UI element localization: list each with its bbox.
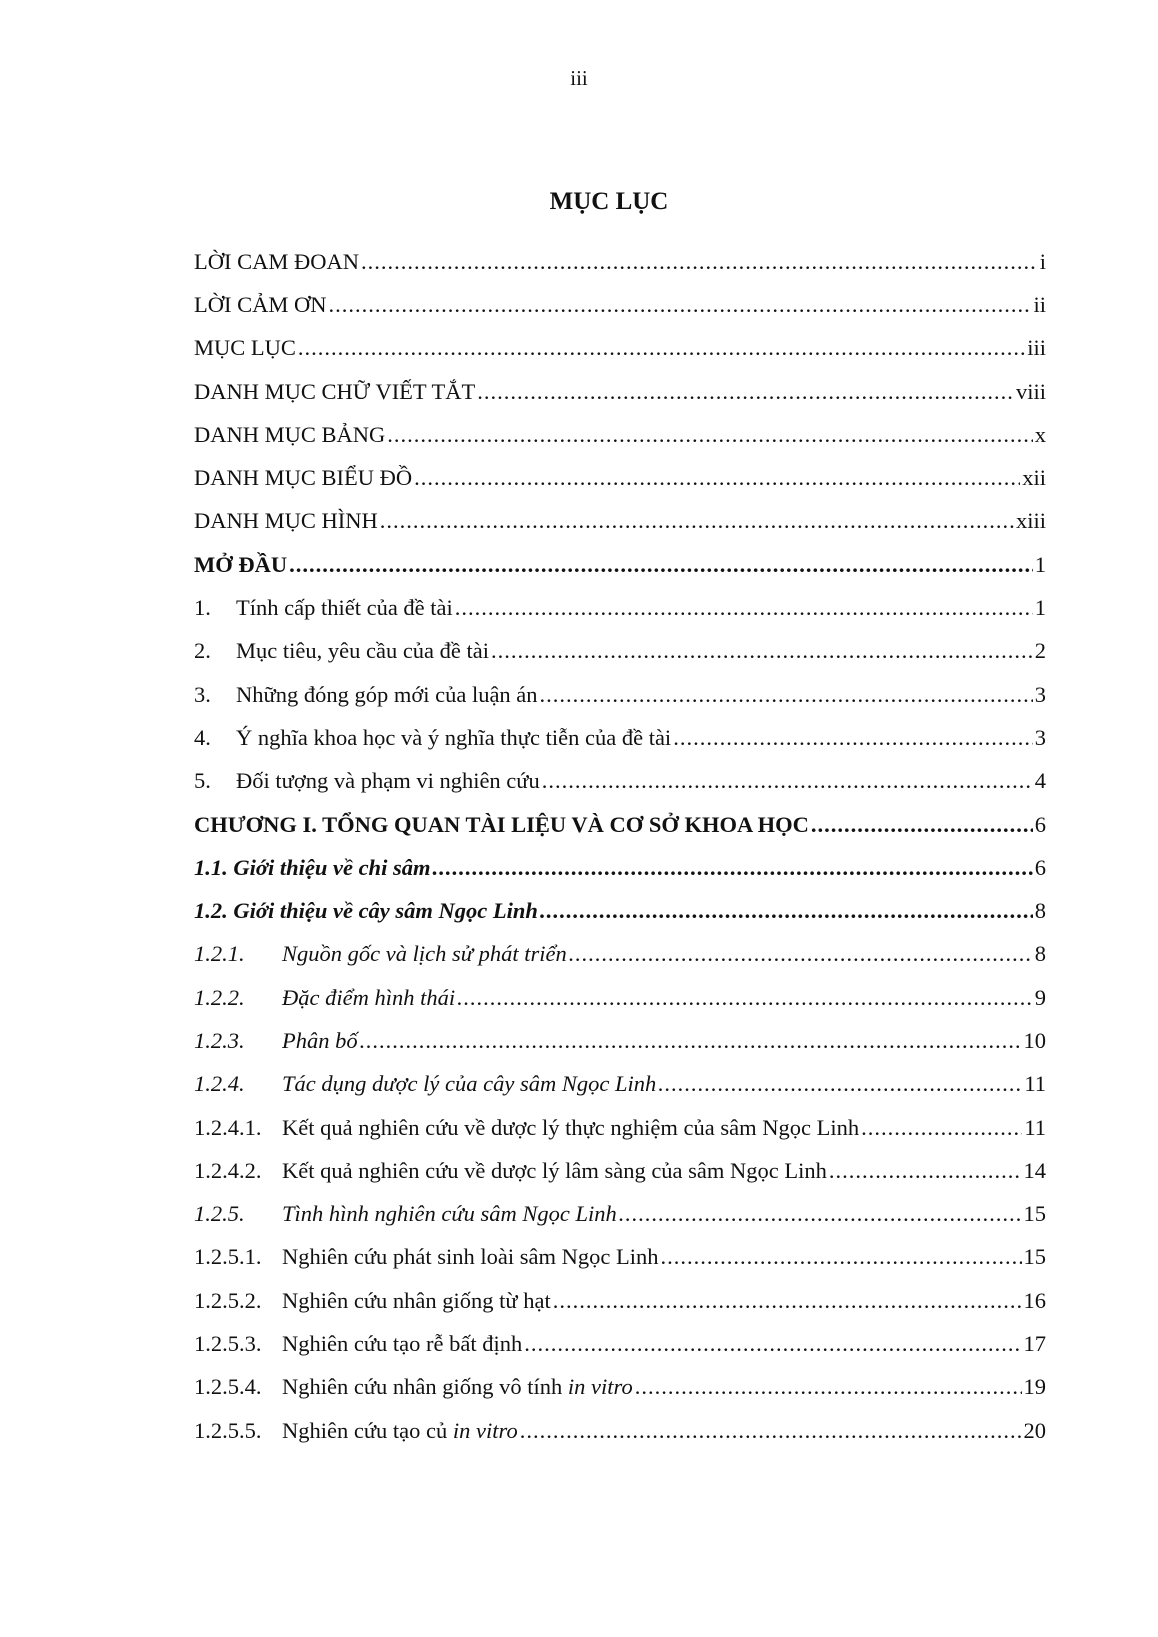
toc-entry-page: 10 xyxy=(1023,1027,1046,1053)
toc-entry-number: 1.2.5.1. xyxy=(194,1244,262,1270)
toc-leader-dots xyxy=(861,1115,1022,1141)
toc-entry-title: DANH MỤC HÌNH xyxy=(194,508,378,534)
toc-entry-title: MỞ ĐẦU xyxy=(194,551,288,577)
toc-entry-title: Tính cấp thiết của đề tài xyxy=(236,595,453,621)
toc-entry-page: 8 xyxy=(1034,941,1046,967)
toc-leader-dots xyxy=(673,725,1033,751)
toc-leader-dots xyxy=(619,1201,1022,1227)
toc-leader-dots xyxy=(542,768,1033,794)
toc-entry-page: 20 xyxy=(1023,1417,1046,1443)
toc-entry-title: LỜI CẢM ƠN xyxy=(194,291,327,317)
toc-entry-page: 11 xyxy=(1024,1114,1046,1140)
toc-leader-dots xyxy=(457,985,1033,1011)
toc-entry xyxy=(194,1279,1046,1322)
toc-entry xyxy=(194,1193,1046,1236)
toc-entry-number: 1.2.5. xyxy=(194,1201,245,1227)
toc-entry-title-italic: in vitro xyxy=(452,1417,518,1443)
toc-entry xyxy=(194,543,1046,586)
toc-leader-dots xyxy=(289,552,1033,578)
toc-entry-title-italic: in vitro xyxy=(567,1374,633,1400)
toc-entry-page: viii xyxy=(1015,378,1046,404)
toc-entry-page: iii xyxy=(1027,335,1046,361)
toc-leader-dots xyxy=(477,379,1014,405)
toc-leader-dots xyxy=(491,638,1033,664)
toc-entry-title: Nghiên cứu nhân giống từ hạt xyxy=(282,1287,551,1313)
toc-entry-page: 3 xyxy=(1034,681,1046,707)
toc-leader-dots xyxy=(540,682,1033,708)
toc-entry-title: Đặc điểm hình thái xyxy=(282,984,456,1010)
toc-entry-title: Nghiên cứu nhân giống vô tính in vitro xyxy=(282,1374,633,1400)
toc-entry-title: Nghiên cứu phát sinh loài sâm Ngọc Linh xyxy=(282,1244,659,1270)
toc-entry-page: 6 xyxy=(1034,854,1046,880)
toc-entry-number: 4. xyxy=(194,724,211,750)
toc-entry xyxy=(194,327,1046,370)
toc-entry xyxy=(194,500,1046,543)
toc-entry-number: 1.2.2. xyxy=(194,984,245,1010)
toc-entry-title: 1.2. Giới thiệu về cây sâm Ngọc Linh xyxy=(194,898,538,924)
toc-leader-dots xyxy=(520,1418,1022,1444)
toc-leader-dots xyxy=(553,1288,1022,1314)
toc-entry-number: 1.2.5.5. xyxy=(194,1417,262,1443)
toc-leader-dots xyxy=(360,1028,1022,1054)
toc-entry xyxy=(194,413,1046,456)
toc-entry-number: 5. xyxy=(194,768,211,794)
toc-entry-page: 15 xyxy=(1023,1201,1046,1227)
toc-entry-number: 1.2.5.2. xyxy=(194,1287,262,1313)
toc-entry-page: 19 xyxy=(1023,1374,1046,1400)
toc-entry xyxy=(194,456,1046,499)
toc-leader-dots xyxy=(635,1374,1022,1400)
toc-entry-title: DANH MỤC CHỮ VIẾT TẮT xyxy=(194,378,476,404)
toc-leader-dots xyxy=(829,1158,1022,1184)
toc-entry-number: 1. xyxy=(194,595,211,621)
toc-entry-title: Nghiên cứu tạo rễ bất định xyxy=(282,1331,523,1357)
toc-entry-number: 2. xyxy=(194,638,211,664)
toc-entry-page: 3 xyxy=(1034,724,1046,750)
toc-entry xyxy=(194,630,1046,673)
toc-leader-dots xyxy=(361,249,1038,275)
toc-entry-title: Mục tiêu, yêu cầu của đề tài xyxy=(236,638,490,664)
toc-entry-title: CHƯƠNG I. TỔNG QUAN TÀI LIỆU VÀ CƠ SỞ KHOA HỌC xyxy=(194,811,809,837)
toc-entry xyxy=(194,1063,1046,1106)
toc-entry xyxy=(194,1366,1046,1409)
toc-entry-page: 11 xyxy=(1024,1071,1046,1097)
toc-entry xyxy=(194,673,1046,716)
toc-entry-title: Nguồn gốc và lịch sử phát triển xyxy=(282,941,567,967)
toc-entry xyxy=(194,370,1046,413)
toc-entry xyxy=(194,1322,1046,1365)
toc-entry-number: 3. xyxy=(194,681,211,707)
toc-entry xyxy=(194,283,1046,326)
toc-entry-title: MỤC LỤC xyxy=(194,335,296,361)
toc-entry-title: Phân bố xyxy=(282,1027,358,1053)
toc-leader-dots xyxy=(661,1244,1022,1270)
toc-entry-title: Kết quả nghiên cứu về dược lý thực nghiệm của sâm Ngọc Linh xyxy=(282,1114,860,1140)
toc-entry-page: 9 xyxy=(1034,984,1046,1010)
toc-leader-dots xyxy=(298,335,1025,361)
toc-entry xyxy=(194,1236,1046,1279)
toc-entry-number: 1.2.1. xyxy=(194,941,245,967)
toc-entry-number: 1.2.4.1. xyxy=(194,1114,262,1140)
toc-entry xyxy=(194,1106,1046,1149)
toc-leader-dots xyxy=(569,941,1033,967)
toc-entry-page: 17 xyxy=(1023,1331,1046,1357)
toc-leader-dots xyxy=(387,422,1032,448)
toc-leader-dots xyxy=(329,292,1032,318)
toc-entry-title: DANH MỤC BIỂU ĐỒ xyxy=(194,465,413,491)
toc-entry-title: DANH MỤC BẢNG xyxy=(194,421,386,447)
toc-entry xyxy=(194,846,1046,889)
toc-entry-page: i xyxy=(1039,248,1046,274)
toc-entry xyxy=(194,1149,1046,1192)
page-number: iii xyxy=(570,66,588,90)
toc-entry-page: 1 xyxy=(1034,551,1046,577)
toc-leader-dots xyxy=(455,595,1033,621)
toc-entry-number: 1.2.3. xyxy=(194,1027,245,1053)
toc-leader-dots xyxy=(414,465,1020,491)
toc-entry-page: 4 xyxy=(1034,768,1046,794)
toc-entry-page: x xyxy=(1034,421,1046,447)
toc-entry xyxy=(194,933,1046,976)
toc-entry-title: Ý nghĩa khoa học và ý nghĩa thực tiễn của đề tài xyxy=(236,724,672,750)
toc-leader-dots xyxy=(432,855,1032,881)
toc-entry-page: xiii xyxy=(1015,508,1046,534)
toc-entry-page: 14 xyxy=(1023,1157,1046,1183)
toc-entry-title: Tác dụng dược lý của cây sâm Ngọc Linh xyxy=(282,1071,657,1097)
toc-entry xyxy=(194,240,1046,283)
toc-entry-page: 15 xyxy=(1023,1244,1046,1270)
toc-entry-number: 1.2.4. xyxy=(194,1071,245,1097)
toc-entry-title: 1.1. Giới thiệu về chi sâm xyxy=(194,854,431,880)
toc-entry-number: 1.2.4.2. xyxy=(194,1157,262,1183)
toc-entry-page: ii xyxy=(1033,291,1046,317)
toc-entry xyxy=(194,586,1046,629)
toc-leader-dots xyxy=(524,1331,1021,1357)
toc-leader-dots xyxy=(380,508,1014,534)
toc-entry xyxy=(194,1409,1046,1452)
toc-entry xyxy=(194,803,1046,846)
toc-entry xyxy=(194,889,1046,932)
toc-leader-dots xyxy=(658,1071,1022,1097)
toc-entry-number: 1.2.5.3. xyxy=(194,1331,262,1357)
toc-entry-title: LỜI CAM ĐOAN xyxy=(194,248,359,274)
toc-entry xyxy=(194,976,1046,1019)
toc-leader-dots xyxy=(811,812,1033,838)
toc-entry-page: 16 xyxy=(1023,1287,1046,1313)
toc-entry-page: 6 xyxy=(1034,811,1046,837)
toc-entry-title: Kết quả nghiên cứu về dược lý lâm sàng của sâm Ngọc Linh xyxy=(282,1157,827,1183)
page-title: MỤC LỤC xyxy=(549,188,669,215)
toc-entry xyxy=(194,1019,1046,1062)
toc-entry xyxy=(194,716,1046,759)
toc-entry-title: Những đóng góp mới của luận án xyxy=(236,681,538,707)
toc-entry-number: 1.2.5.4. xyxy=(194,1374,262,1400)
toc-entry-page: 1 xyxy=(1034,595,1046,621)
toc-entry xyxy=(194,760,1046,803)
toc-leader-dots xyxy=(540,898,1033,924)
toc-entry-page: 8 xyxy=(1034,898,1046,924)
toc-entry-title: Tình hình nghiên cứu sâm Ngọc Linh xyxy=(282,1201,617,1227)
table-of-contents xyxy=(194,240,1046,1452)
toc-entry-title: Đối tượng và phạm vi nghiên cứu xyxy=(236,768,540,794)
toc-entry-title: Nghiên cứu tạo củ in vitro xyxy=(282,1417,518,1443)
toc-entry-page: xii xyxy=(1022,465,1046,491)
toc-entry-page: 2 xyxy=(1034,638,1046,664)
